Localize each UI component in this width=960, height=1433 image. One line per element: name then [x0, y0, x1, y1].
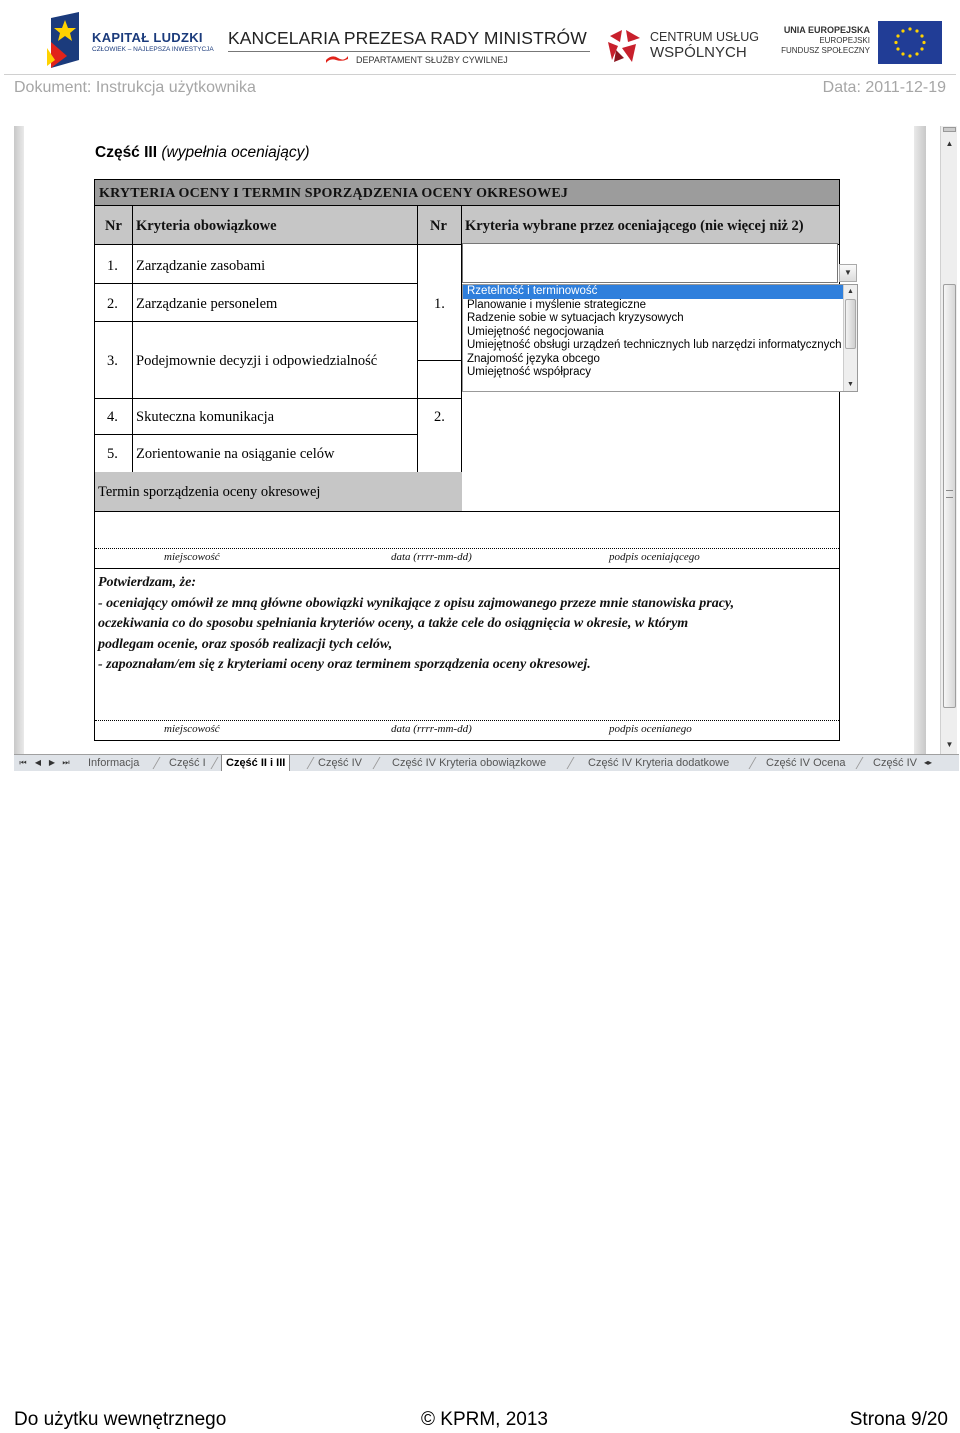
logo-kprm-title: KANCELARIA PREZESA RADY MINISTRÓW	[228, 28, 587, 48]
footer-copyright: © KPRM, 2013	[421, 1409, 548, 1430]
logo-kprm-divider	[228, 51, 590, 52]
logo-cuw-line2: WSPÓLNYCH	[650, 44, 747, 61]
column-header-nr2: Nr	[430, 218, 447, 234]
dropdown-option[interactable]: Radzenie sobie w sytuacjach kryzysowych	[467, 312, 684, 324]
tab-czesc-ii-iii[interactable]: Część II i III	[221, 755, 290, 771]
grid-line	[95, 321, 417, 322]
confirmation-line: Potwierdzam, że:	[98, 575, 196, 590]
tab-czesc-iv[interactable]: Część IV	[318, 757, 363, 769]
logo-kprm-subtitle: DEPARTAMENT SŁUŻBY CYWILNEJ	[356, 55, 508, 65]
signature-line	[95, 720, 839, 721]
logo-kl-title: KAPITAŁ LUDZKI	[92, 30, 203, 45]
cuw-logo-text	[650, 30, 759, 60]
sheet-scroll-thumb[interactable]	[943, 284, 956, 708]
tab-separator	[153, 757, 161, 769]
criteria-band-title: KRYTERIA OCENY I TERMIN SPORZĄDZENIA OCENY OKRESOWEJ	[99, 186, 569, 201]
deadline-label: Termin sporządzenia oceny okresowej	[98, 484, 321, 500]
tab-czesc-iv-truncated[interactable]: Część IV	[873, 757, 917, 769]
signature-line	[95, 548, 839, 549]
cuw-logo-icon	[606, 28, 642, 64]
split-handle[interactable]	[943, 127, 956, 132]
next-sheet-icon[interactable]: ▶	[48, 758, 56, 767]
selected-nr-1: 1.	[434, 296, 445, 312]
logo-ue-line2: EUROPEJSKI	[819, 35, 870, 45]
prev-sheet-icon[interactable]: ◀	[34, 758, 42, 767]
dropdown-option[interactable]: Znajomość języka obcego	[467, 352, 600, 365]
spreadsheet-window	[14, 126, 959, 771]
header-logos	[40, 8, 945, 70]
eu-logo-text	[774, 25, 870, 57]
tab-czesc-i[interactable]: Część I	[169, 757, 206, 769]
header-divider	[4, 74, 956, 75]
dropdown-option[interactable]: Umiejętność negocjowania	[467, 325, 604, 338]
scroll-down-icon[interactable]: ▼	[945, 740, 954, 749]
confirmation-line: podlegam ocenie, oraz sposób realizacji tych celów,	[98, 636, 393, 652]
mandatory-nr-4: 4.	[107, 409, 118, 425]
tab-czesc-iv-kryteria-dodatkowe[interactable]: Część IV Kryteria dodatkowe	[588, 757, 730, 769]
column-header-mandatory: Kryteria obowiązkowe	[136, 218, 277, 234]
sig-date-label: data (rrrr-mm-dd)	[391, 551, 472, 563]
selected-nr-2: 2.	[434, 409, 445, 425]
confirmation-text	[98, 573, 836, 676]
logo-ue-line3: FUNDUSZ SPOŁECZNY	[781, 46, 870, 55]
sig-place-label: miejscowość	[164, 551, 220, 563]
dropdown-option[interactable]: Planowanie i myślenie strategiczne	[467, 298, 646, 311]
dropdown-arrow-icon[interactable]: ▼	[839, 264, 857, 282]
tab-scroll-icon[interactable]: ◂▸	[923, 758, 933, 767]
logo-ue-line1: UNIA EUROPEJSKA	[783, 25, 870, 35]
grid-line	[417, 360, 461, 361]
footer-page-number: Strona 9/20	[849, 1409, 948, 1430]
dropdown-option[interactable]: Rzetelność i terminowość	[463, 285, 857, 299]
mandatory-criterion-3[interactable]: Podejmownie decyzji i odpowiedzialność	[136, 353, 378, 369]
window-left-edge	[14, 126, 24, 754]
confirmation-line: oczekiwania co do sposobu spełniania kryteriów oceny, a także cele do osiągnięcia w okresie, w którym	[98, 616, 689, 631]
scroll-up-icon[interactable]: ▲	[847, 288, 854, 295]
section-title	[95, 144, 310, 162]
sig2-place-label: miejscowość	[164, 723, 220, 735]
section-title-italic: (wypełnia oceniający)	[161, 144, 310, 161]
date-label: Data: 2011-12-19	[822, 79, 946, 96]
dropdown-scrollbar[interactable]	[843, 285, 857, 391]
grid-line	[95, 434, 417, 435]
sheet-vertical-scrollbar[interactable]	[940, 126, 957, 754]
mandatory-criterion-1[interactable]: Zarządzanie zasobami	[136, 258, 266, 274]
tab-separator	[856, 757, 864, 769]
scroll-up-icon[interactable]: ▲	[945, 139, 954, 148]
mandatory-criterion-5[interactable]: Zorientowanie na osiąganie celów	[136, 446, 335, 462]
tab-separator	[211, 757, 219, 769]
dropdown-option[interactable]: Umiejętność obsługi urządzeń technicznych lub narzędzi informatycznych	[467, 339, 842, 351]
tab-separator	[749, 757, 757, 769]
document-label: Dokument: Instrukcja użytkownika	[14, 79, 256, 96]
tab-czesc-iv-kryteria-obowiazkowe[interactable]: Część IV Kryteria obowiązkowe	[392, 757, 547, 769]
mandatory-nr-5: 5.	[107, 446, 118, 462]
mandatory-criterion-2[interactable]: Zarządzanie personelem	[136, 296, 278, 312]
column-header-nr: Nr	[105, 218, 122, 234]
confirmation-line: - oceniający omówił ze mną główne obowiązki wynikające z opisu zajmowanego przeze mnie stanowiska pracy,	[98, 595, 735, 611]
eu-flag-icon	[878, 21, 942, 64]
grip-icon	[946, 490, 953, 498]
criteria-select-input[interactable]	[462, 243, 838, 283]
last-sheet-icon[interactable]: ⏭	[62, 758, 70, 767]
logo-cuw-line1: CENTRUM USŁUG	[650, 30, 760, 44]
mandatory-nr-2: 2.	[107, 296, 118, 312]
sig2-date-label: data (rrrr-mm-dd)	[391, 723, 472, 735]
kprm-logo	[228, 28, 590, 65]
section-title-bold: Część III	[95, 144, 158, 161]
tab-separator	[567, 757, 575, 769]
criteria-dropdown-list[interactable]	[462, 284, 858, 392]
confirmation-line: - zapoznałam/em się z kryteriami oceny oraz terminem sporządzenia oceny okresowej.	[98, 657, 591, 672]
grid-line	[95, 283, 417, 284]
sheet-tab-bar	[14, 754, 959, 771]
footer-usage: Do użytku wewnętrznego	[14, 1409, 227, 1430]
sig2-evaluated-label: podpis ocenianego	[609, 723, 692, 735]
grid-line	[132, 206, 133, 472]
window-right-edge	[914, 126, 926, 754]
first-sheet-icon[interactable]: ⏮	[19, 758, 27, 767]
polish-flag-icon	[326, 54, 348, 64]
logo-kl-subtitle: CZŁOWIEK – NAJLEPSZA INWESTYCJA	[92, 46, 214, 53]
tab-separator	[373, 757, 381, 769]
grid-line	[95, 511, 839, 512]
grid-line	[95, 398, 461, 399]
tab-czesc-iv-ocena[interactable]: Część IV Ocena	[766, 757, 846, 769]
dropdown-option[interactable]: Umiejętność współpracy	[467, 366, 591, 378]
mandatory-nr-3: 3.	[107, 353, 118, 369]
grid-line	[95, 568, 839, 569]
mandatory-criterion-4[interactable]: Skuteczna komunikacja	[136, 409, 275, 425]
kapital-ludzki-logo-icon	[45, 12, 85, 68]
tab-informacja[interactable]: Informacja	[88, 757, 140, 769]
dropdown-scroll-thumb[interactable]	[845, 299, 856, 349]
tab-separator	[307, 757, 315, 769]
kapital-ludzki-logo-text	[92, 30, 214, 53]
column-header-selected: Kryteria wybrane przez oceniającego (nie więcej niż 2)	[465, 218, 804, 234]
scroll-down-icon[interactable]: ▼	[847, 381, 854, 388]
sig-evaluator-label: podpis oceniającego	[609, 551, 700, 563]
mandatory-nr-1: 1.	[107, 258, 118, 274]
grid-line	[417, 206, 418, 472]
